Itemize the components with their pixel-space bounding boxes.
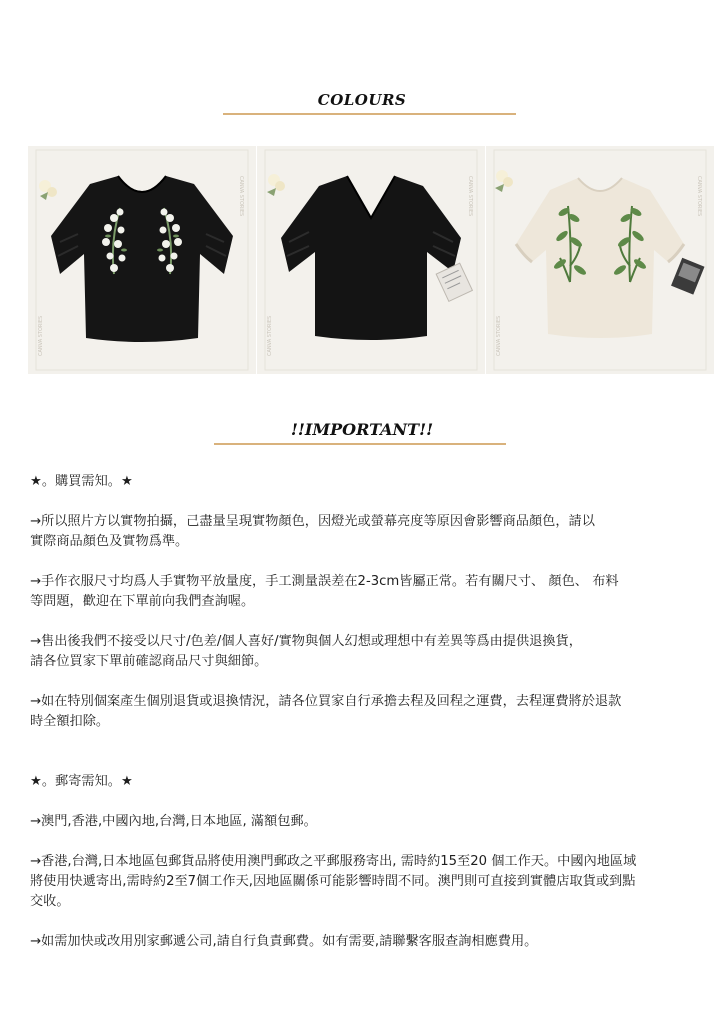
photo-watermark: CANVA STORIES: [38, 315, 44, 356]
photo-watermark: CANVA STORIES: [496, 315, 502, 356]
note-line: →如在特別個案產生個別退貨或退換情況，請各位買家自行承擔去程及回程之運費，去程運費將於退款: [30, 694, 622, 709]
product-photo-cream-leaves: [486, 146, 714, 374]
purchase-note-3: [30, 632, 700, 672]
purchase-note-2: [30, 572, 700, 612]
heading-divider: [223, 113, 516, 115]
heading-divider: [214, 443, 506, 445]
note-line: 將使用快遞寄出,需時約2至7個工作天,因地區關係可能影響時間不同。澳門則可直接到實體店取貨或到點: [30, 874, 636, 889]
note-line: 實際商品顏色及實物爲準。: [30, 534, 189, 549]
note-line: 請各位買家下單前確認商品尺寸與細節。: [30, 654, 268, 669]
note-line: →如需加快或改用別家郵遞公司,請自行負責郵費。如有需要,請聯繫客服查詢相應費用。: [30, 934, 538, 949]
product-photo-black-plain: [257, 146, 485, 374]
shipping-note-1: [30, 812, 700, 832]
note-line: 時全額扣除。: [30, 714, 110, 729]
colours-heading: COLOURS: [317, 91, 407, 109]
shipping-note-3: [30, 932, 700, 952]
shipping-note-2: [30, 852, 700, 912]
note-line: →手作衣服尺寸均爲人手實物平放量度，手工測量誤差在2-3cm皆屬正常。若有關尺寸、 顏色、 布料: [30, 574, 619, 589]
product-photo-black-floral: [28, 146, 256, 374]
note-line: →香港,台灣,日本地區包郵貨品將使用澳門郵政之平郵服務寄出, 需時約15至20 個工作天。中國內地區域: [30, 854, 637, 869]
photo-watermark: CANVA STORIES: [467, 176, 473, 217]
photo-watermark: CANVA STORIES: [696, 176, 702, 217]
purchase-title: ★。購買需知。★: [30, 474, 133, 489]
note-line: →澳門,香港,中國內地,台灣,日本地區, 滿額包郵。: [30, 814, 317, 829]
note-line: 等問題，歡迎在下單前向我們查詢喔。: [30, 594, 255, 609]
photo-watermark: CANVA STORIES: [238, 176, 244, 217]
photo-watermark: CANVA STORIES: [267, 315, 273, 356]
important-heading: !!IMPORTANT!!: [290, 420, 434, 439]
shipping-title: ★。郵寄需知。★: [30, 774, 133, 789]
shipping-section: [30, 772, 700, 792]
note-line: →所以照片方以實物拍攝，己盡量呈現實物顏色，因燈光或螢幕亮度等原因會影響商品顏色，請以: [30, 514, 595, 529]
note-line: →售出後我們不接受以尺寸/色差/個人喜好/實物與個人幻想或理想中有差異等爲由提供退換貨，: [30, 634, 582, 649]
purchase-section: [30, 472, 700, 492]
purchase-note-4: [30, 692, 700, 732]
note-line: 交收。: [30, 894, 70, 909]
purchase-note-1: [30, 512, 700, 552]
